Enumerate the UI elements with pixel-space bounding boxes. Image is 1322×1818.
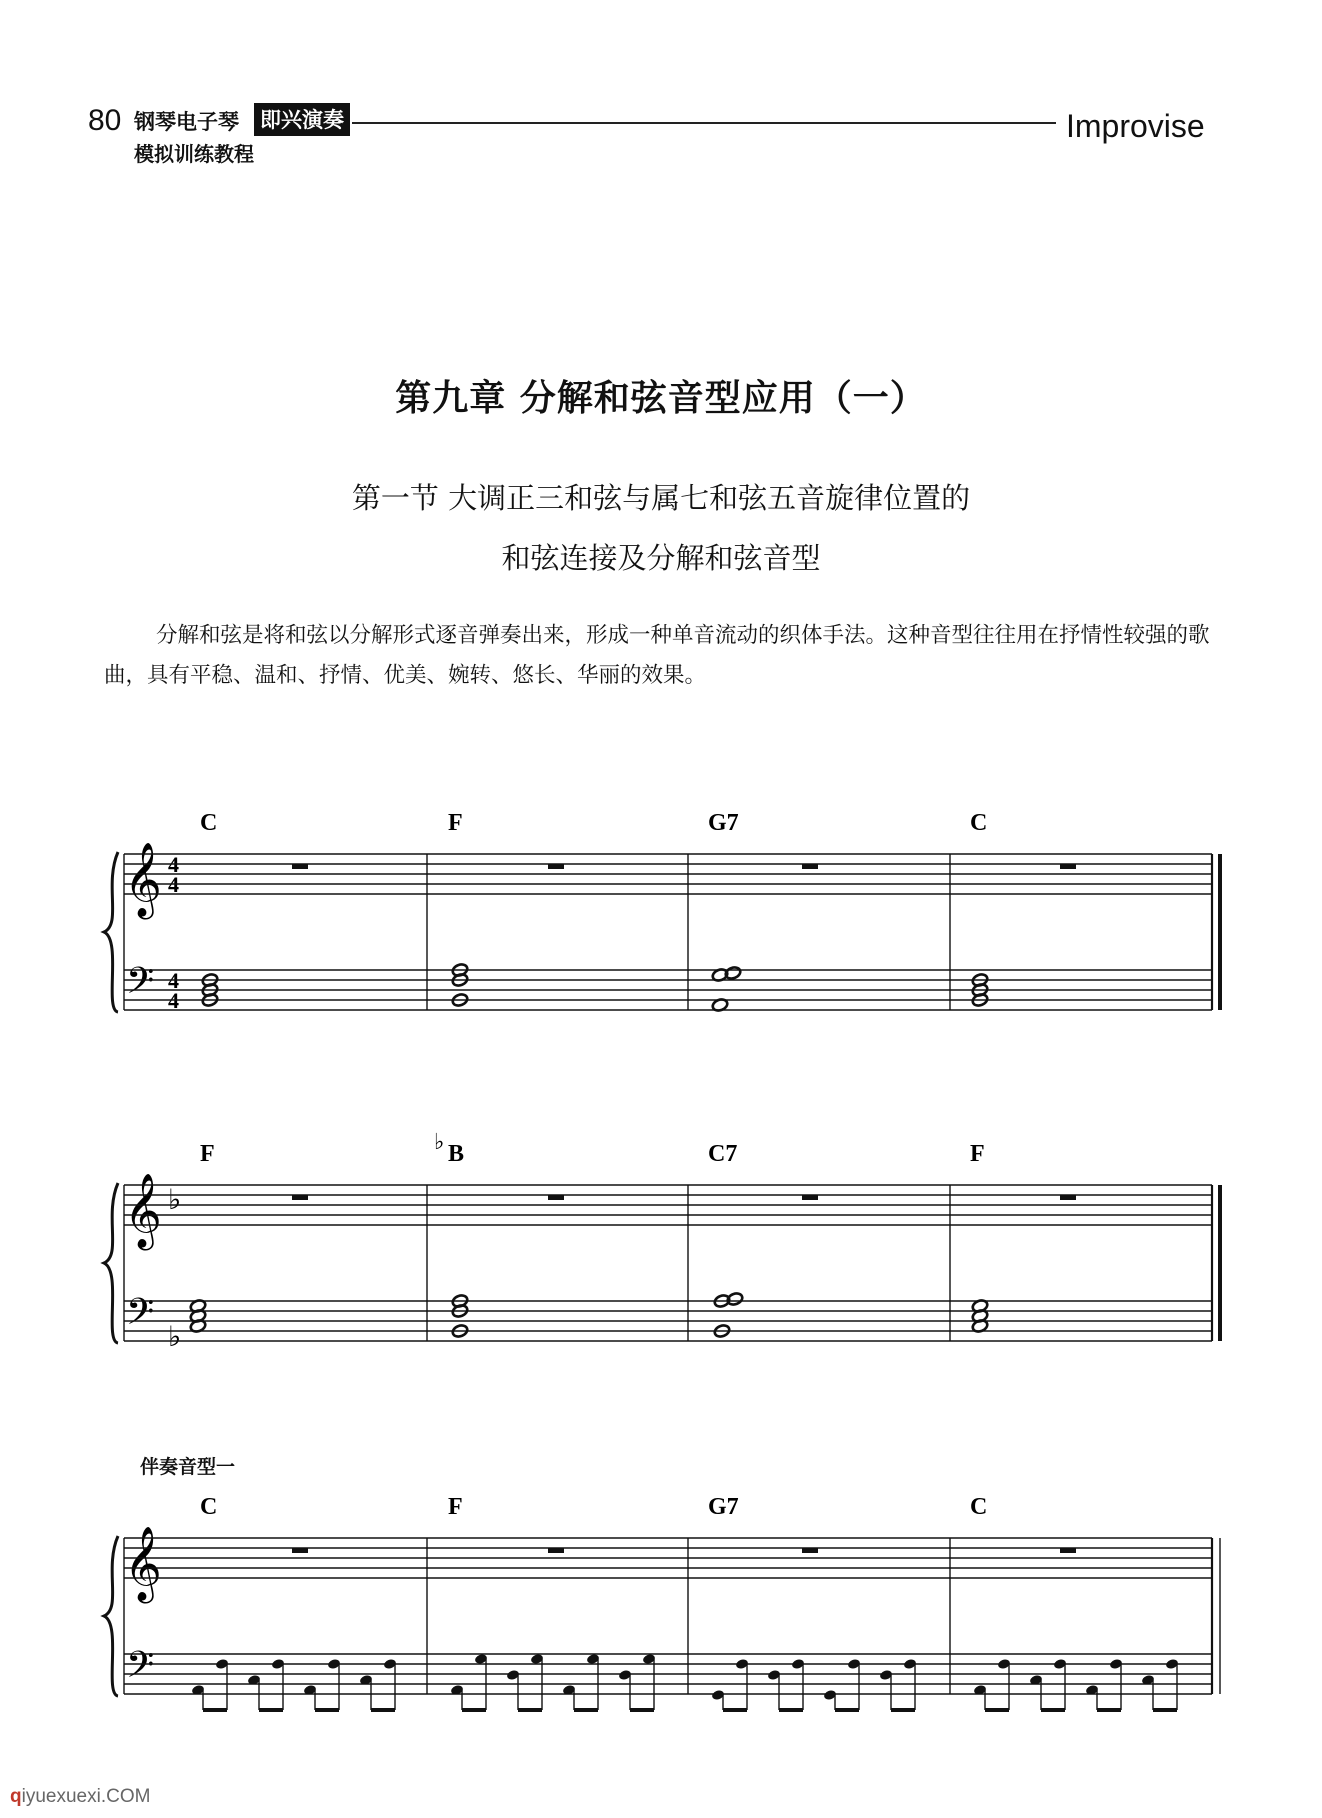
brace [104,1183,118,1343]
time-signature: 4 [168,852,179,877]
chord-symbol: G7 [708,810,739,836]
whole-rest-icon [292,1548,308,1553]
bass-staff [124,1301,1212,1341]
book-badge: 即兴演奏 [254,103,350,136]
whole-rest-icon [548,1195,564,1200]
book-title-line2: 模拟训练教程 [134,142,254,166]
watermark-q: q [10,1786,22,1807]
whole-rest-icon [292,1195,308,1200]
system-2 [104,1130,1220,1353]
book-title-line1: 钢琴电子琴 [134,110,239,134]
whole-rest-icon [548,864,564,869]
treble-clef-icon: 𝄞 [124,843,162,917]
time-signature: 4 [168,872,179,897]
chord-symbol: C7 [708,1141,738,1167]
whole-note [724,966,742,981]
system-1 [104,810,1220,1013]
accompaniment-label: 伴奏音型一 [140,1456,236,1478]
whole-rest-icon [548,1548,564,1553]
whole-note [726,1292,744,1307]
chord-symbol: C [970,1494,988,1520]
section-title-line2: 和弦连接及分解和弦音型 [501,541,821,575]
chord-symbol: F [448,1494,463,1520]
treble-staff [124,1185,1212,1225]
page-number: 80 [88,104,122,137]
brace [104,852,118,1012]
bass-clef-icon: 𝄢 [126,1291,155,1342]
whole-rest-icon [802,1195,818,1200]
bass-staff [124,970,1212,1010]
time-signature: 4 [168,968,179,993]
time-signature: 4 [168,988,179,1013]
whole-rest-icon [802,1548,818,1553]
section-title-line1: 第一节 大调正三和弦与属七和弦五音旋律位置的 [351,481,971,515]
treble-clef-icon: 𝄞 [124,1174,162,1248]
bass-clef-icon: 𝄢 [126,1644,155,1695]
chord-symbol: F [448,810,463,836]
intro-paragraph: 分解和弦是将和弦以分解形式逐音弹奏出来，形成一种单音流动的织体手法。这种音型往往用在抒情性较强的歌曲，具有平稳、温和、抒情、优美、婉转、悠长、华丽的效果。 [104,623,1210,688]
system-3 [104,1494,1220,1710]
chord-symbol: C [200,810,218,836]
whole-rest-icon [1060,1548,1076,1553]
treble-clef-icon: 𝄞 [124,1527,162,1601]
whole-rest-icon [292,864,308,869]
whole-rest-icon [1060,864,1076,869]
bass-clef-icon: 𝄢 [126,960,155,1011]
chapter-title: 第九章 分解和弦音型应用（一） [395,378,927,419]
whole-rest-icon [1060,1195,1076,1200]
flat-accidental: ♭ [434,1130,445,1155]
treble-staff [124,1538,1212,1578]
chord-symbol: F [970,1141,985,1167]
chord-symbol: C [200,1494,218,1520]
key-flat-treble: ♭ [168,1183,182,1216]
running-title: Improvise [1066,108,1205,144]
watermark-rest: iyuexuexi.COM [21,1786,151,1807]
bass-staff [124,1654,1212,1694]
key-flat-bass: ♭ [168,1320,182,1353]
chord-symbol: C [970,810,988,836]
brace [104,1536,118,1696]
chord-symbol: F [200,1141,215,1167]
treble-staff [124,854,1212,894]
whole-rest-icon [802,864,818,869]
chord-symbol: G7 [708,1494,739,1520]
chord-symbol: B [448,1141,465,1167]
